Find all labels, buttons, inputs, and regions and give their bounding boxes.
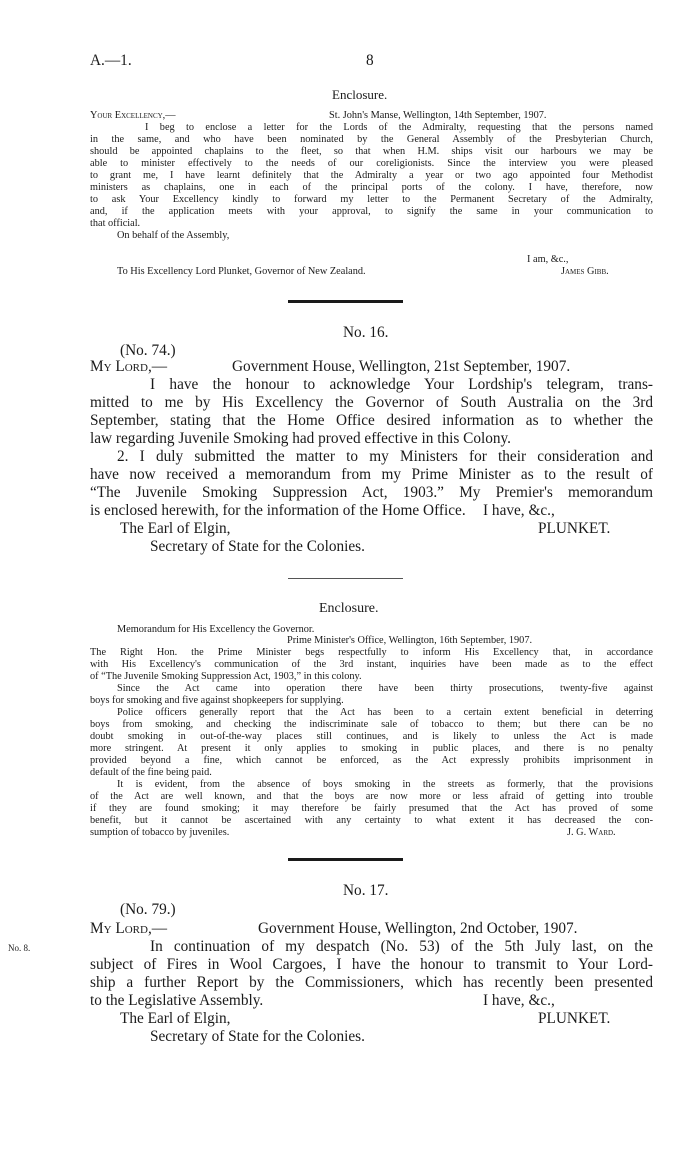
despatch16-number: No. 16.: [343, 324, 389, 341]
enclosure1-address: St. John's Manse, Wellington, 14th September, 1907.: [329, 110, 547, 121]
despatch16-line: mitted to me by His Excellency the Governor of South Australia on the 3rd: [90, 394, 653, 411]
despatch17-line: ship a further Report by the Commissioners, which has recently been presented: [90, 974, 653, 991]
page-number: 8: [366, 52, 374, 69]
enclosure2-line: boys from smoking, and checking the indiscriminate sale of tobacco to them; but there can be no: [90, 719, 653, 730]
enclosure2-signature: J. G. Ward.: [567, 827, 616, 838]
despatch17-recipient-title: Secretary of State for the Colonies.: [150, 1028, 365, 1045]
despatch17-line: subject of Fires in Wool Cargoes, I have the honour to transmit to Your Lord-: [90, 956, 653, 973]
enclosure1-behalf: On behalf of the Assembly,: [117, 230, 230, 241]
enclosure1-addressee: To His Excellency Lord Plunket, Governor of New Zealand.: [117, 266, 366, 277]
despatch16-salutation: My Lord,—: [90, 358, 168, 375]
enclosure2-line: provided beyond a fine, which cannot be enforced, as the Act expressly prohibits imprisonment in: [90, 755, 653, 766]
despatch17-line: In continuation of my despatch (No. 53) of the 5th July last, on the: [150, 938, 653, 955]
enclosure2-line: if they are found smoking; it may therefore be fairly presumed that the Act has proved of some: [90, 803, 653, 814]
despatch16-line: September, stating that the Home Office desired information as to whether the: [90, 412, 653, 429]
section-rule: [288, 300, 403, 303]
enclosure1-line: to ask Your Excellency kindly to forward my letter to the Permanent Secretary of the Admiralty,: [90, 194, 653, 205]
despatch16-signature: PLUNKET.: [538, 520, 611, 537]
despatch17-recipient: The Earl of Elgin,: [120, 1010, 231, 1027]
enclosure-title: Enclosure.: [332, 87, 388, 102]
despatch17-line: to the Legislative Assembly.: [90, 992, 264, 1009]
enclosure2-address: Prime Minister's Office, Wellington, 16th September, 1907.: [287, 635, 533, 646]
enclosure2-line: with His Excellency's communication of the 3rd instant, inquiries have been made as to the effect: [90, 659, 653, 670]
enclosure2-line: The Right Hon. the Prime Minister begs respectfully to inform His Excellency that, in accordance: [90, 647, 653, 658]
enclosure2-memo-line: Memorandum for His Excellency the Governor.: [117, 624, 315, 635]
enclosure2-line: more stringent. At present it only applies to smoking in public places, and there is no penalty: [90, 743, 653, 754]
enclosure2-line: sumption of tobacco by juveniles.: [90, 827, 230, 838]
despatch17-signature: PLUNKET.: [538, 1010, 611, 1027]
enclosure2-line: of “The Juvenile Smoking Suppression Act, 1903,” in this colony.: [90, 671, 362, 682]
enclosure1-line: able to minister effectively to the needs of our coreligionists. Since the interview you were pleased: [90, 158, 653, 169]
despatch16-line: have now received a memorandum from my Prime Minister as to the result of: [90, 466, 653, 483]
enclosure1-closing: I am, &c.,: [527, 254, 569, 265]
enclosure1-line: should be appointed chaplains to the fleet, so that when H.M. ships visit our harbours we may be: [90, 146, 653, 157]
despatch17-number: No. 17.: [343, 882, 389, 899]
despatch16-line: I have the honour to acknowledge Your Lordship's telegram, trans-: [150, 376, 653, 393]
enclosure1-line: to grant me, I have learnt definitely that the Admiralty a year or two ago appointed four Methodist: [90, 170, 653, 181]
despatch17-address: Government House, Wellington, 2nd October, 1907.: [258, 920, 578, 937]
enclosure1-line: and, if the application meets with your approval, to signify the same in your communication to: [90, 206, 653, 217]
despatch16-line: law regarding Juvenile Smoking had proved effective in this Colony.: [90, 430, 512, 447]
enclosure2-line: Police officers generally report that the Act has been to a certain extent beneficial in deterring: [117, 707, 653, 718]
section-rule: [288, 858, 403, 861]
enclosure2-line: Since the Act came into operation there have been thirty prosecutions, twenty-five against: [117, 683, 653, 694]
despatch16-recipient: The Earl of Elgin,: [120, 520, 231, 537]
despatch16-ref: (No. 74.): [120, 342, 176, 359]
enclosure1-salutation: Your Excellency,—: [90, 110, 176, 121]
enclosure1-line: ministers as chaplains, one in each of the principal ports of the colony. I have, therefore, now: [90, 182, 653, 193]
enclosure2-line: It is evident, from the absence of boys smoking in the streets as formerly, that the provisions: [117, 779, 653, 790]
despatch17-closing: I have, &c.,: [483, 992, 555, 1009]
despatch16-line: “The Juvenile Smoking Suppression Act, 1903.” My Premier's memorandum: [90, 484, 653, 501]
enclosure2-line: default of the fine being paid.: [90, 767, 212, 778]
despatch16-recipient-title: Secretary of State for the Colonies.: [150, 538, 365, 555]
enclosure1-line: in the same, and who have been nominated by the General Assembly of the Presbyterian Church,: [90, 134, 653, 145]
enclosure-title: Enclosure.: [319, 601, 379, 616]
enclosure2-line: doubt smoking in out-of-the-way places still continues, and is likely to unless the Act is made: [90, 731, 653, 742]
despatch16-line: 2. I duly submitted the matter to my Ministers for their consideration and: [117, 448, 653, 465]
enclosure1-signature: James Gibb.: [561, 266, 609, 277]
document-reference: A.—1.: [90, 52, 132, 69]
enclosure2-line: boys for smoking and five against shopkeepers for supplying.: [90, 695, 344, 706]
enclosure1-line: that official.: [90, 218, 141, 229]
despatch16-address: Government House, Wellington, 21st September, 1907.: [232, 358, 571, 375]
enclosure2-line: of the Act are well known, and that the boys are now more or less afraid of getting into trouble: [90, 791, 653, 802]
despatch17-ref: (No. 79.): [120, 901, 176, 918]
enclosure1-line: I beg to enclose a letter for the Lords of the Admiralty, requesting that the persons named: [145, 122, 653, 133]
section-divider: [288, 578, 403, 579]
despatch16-line: is enclosed herewith, for the information of the Home Office.: [90, 502, 466, 519]
enclosure2-line: benefit, but it cannot be ascertained with any certainty to what extent it has decreased the con-: [90, 815, 653, 826]
margin-note: No. 8.: [8, 943, 31, 953]
despatch17-salutation: My Lord,—: [90, 920, 168, 937]
despatch16-closing: I have, &c.,: [483, 502, 555, 519]
